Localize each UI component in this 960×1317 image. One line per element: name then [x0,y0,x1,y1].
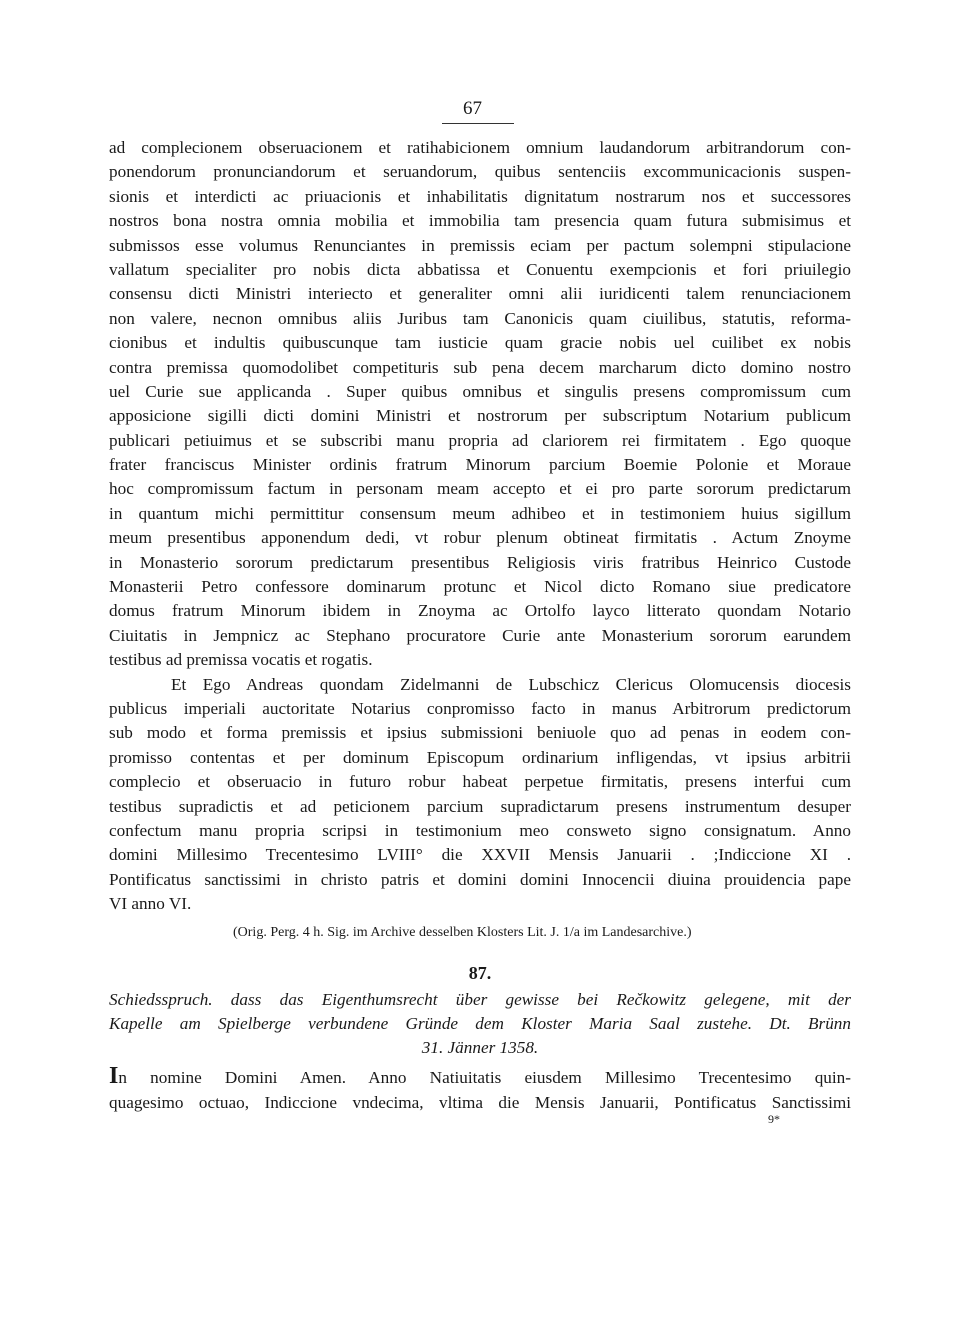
headline-line: Kapelle am Spielberge verbundene Gründe dem Kloster Maria Saal zustehe. Dt. Brünn [109,1014,851,1033]
notary-line: promisso contentas et per dominum Episcopum ordinarium infligendas, vt ipsius arbitrii [109,747,851,767]
main-text [109,136,851,917]
headline-line: Schiedsspruch. dass das Eigenthumsrecht über gewisse bei Rečkowitz gelegene, mit der [109,990,851,1009]
text-line: ponendorum pronunciandorum et seruandorum, quibus sentenciis excommunicacionis suspen- [109,162,851,182]
text-line: publicari petiuimus et se subscribi manu propria ad clariorem rei firmitatem . Ego quoque [109,430,851,450]
headline-date: 31. Jänner 1358. [421,1038,539,1057]
notary-line: Et Ego Andreas quondam Zidelmanni de Lubschicz Clericus Olomucensis diocesis [171,674,851,694]
charter-opening [109,1065,851,1115]
text-line: frater franciscus Minister ordinis fratrum Minorum parcium Boemie Polonie et Moraue [109,455,851,475]
notary-line: testibus supradictis et ad peticionem parcium supradictarum presens instrumentum desuper [109,796,851,816]
text-line: submissos esse volumus Renunciantes in premissis eciam per pactum solempni stipulacione [109,235,851,255]
text-line: nostros bona nostra omnia mobilia et immobilia tam presencia quam futura submisimus et [109,211,851,231]
text-line: vallatum specialiter pro nobis dicta abbatissa et Conuentu exempcionis et fori priuilegio [109,259,851,279]
initial-letter: I [109,1063,119,1089]
opening-line: quagesimo octuao, Indiccione vndecima, vltima die Mensis Januarii, Pontificatus Sanctissimi [109,1093,851,1112]
text-line: non valere, necnon omnibus aliis Juribus tam Canonicis quam ciuilibus, statutis, reforma- [109,308,851,328]
text-line: sionis et interdicti ac priuacionis et inhabilitatis dignitatum nostrarum nos et successores [109,186,851,206]
notary-line: sub modo et forma premissis et ipsius submissioni beniuole quo ad penas in eodem con- [109,723,851,743]
notary-line: confectum manu propria scripsi in testimonium meo consweto signo consignatum. Anno [109,820,851,840]
text-line: in quantum michi permittitur consensum meum adhibeo et in testimoniem huius sigillum [109,503,851,523]
text-line: Ciuitatis in Jempnicz ac Stephano procuratore Curie ante Monasterium sororum earundem [109,625,851,645]
notary-line: VI anno VI. [109,894,192,914]
source-note: (Orig. Perg. 4 h. Sig. im Archive desselben Klosters Lit. J. 1/a im Landesarchive.) [233,925,692,940]
text-line: apposicione sigilli dicti domini Ministri et nostrorum per subscriptum Notarium publicum [109,406,851,426]
document-number: 87. [468,963,492,983]
text-line: cionibus et indultis quibuscunque tam iusticie quam gracie nobis uel cuilibet ex nobis [109,333,851,353]
text-line: hoc compromissum factum in personam meam accepto et ei pro parte sororum predictarum [109,479,851,499]
page-number: 67 [463,98,482,119]
opening-line [109,1065,851,1090]
page-number-rule [442,123,514,124]
text-line: uel Curie sue applicanda . Super quibus omnibus et singulis presens compromissum cum [109,381,851,401]
notary-line: complecio et obseruacio in futuro robur habeat perpetue firmitatis, presens interfui cum [109,772,851,792]
opening-line-text: n nomine Domini Amen. Anno Natiuitatis eiusdem Millesimo Trecentesimo quin- [118,1068,851,1087]
text-line: in Monasterio sororum predictarum presentibus Religiosis viris fratribus Heinrico Custode [109,552,851,572]
text-line: consensu dicti Ministri interiecto et generaliter omni alii iuridicenti talem renunciacionem [109,284,851,304]
text-line: Monasterii Petro confessore dominarum protunc et Nicol dicto Romano siue predicatore [109,577,851,597]
notary-line: publicus imperiali auctoritate Notarius conpromisso facto in manus Arbitrorum predictorum [109,698,851,718]
text-line: meum presentibus apponendum dedi, vt robur plenum obtineat firmitatis . Actum Znoyme [109,528,851,548]
text-line: ad complecionem obseruacionem et ratihabicionem omnium laudandorum arbitrandorum con- [109,138,851,157]
signature-mark: 9* [768,1112,780,1126]
text-line: domus fratrum Minorum ibidem in Znoyma ac Ortolfo layco litterato quondam Notario [109,601,851,621]
document-headline [109,988,851,1060]
notary-line: domini Millesimo Trecentesimo LVIII° die XXVII Mensis Januarii . ;Indiccione XI . [109,845,851,865]
notary-line: Pontificatus sanctissimi in christo patris et domini domini Innocencii diuina prouidencia pape [109,869,851,889]
text-line: contra premissa quomodolibet competituris sub pena decem marcharum dicto domino nostro [109,357,851,377]
text-line: testibus ad premissa vocatis et rogatis. [109,650,373,670]
